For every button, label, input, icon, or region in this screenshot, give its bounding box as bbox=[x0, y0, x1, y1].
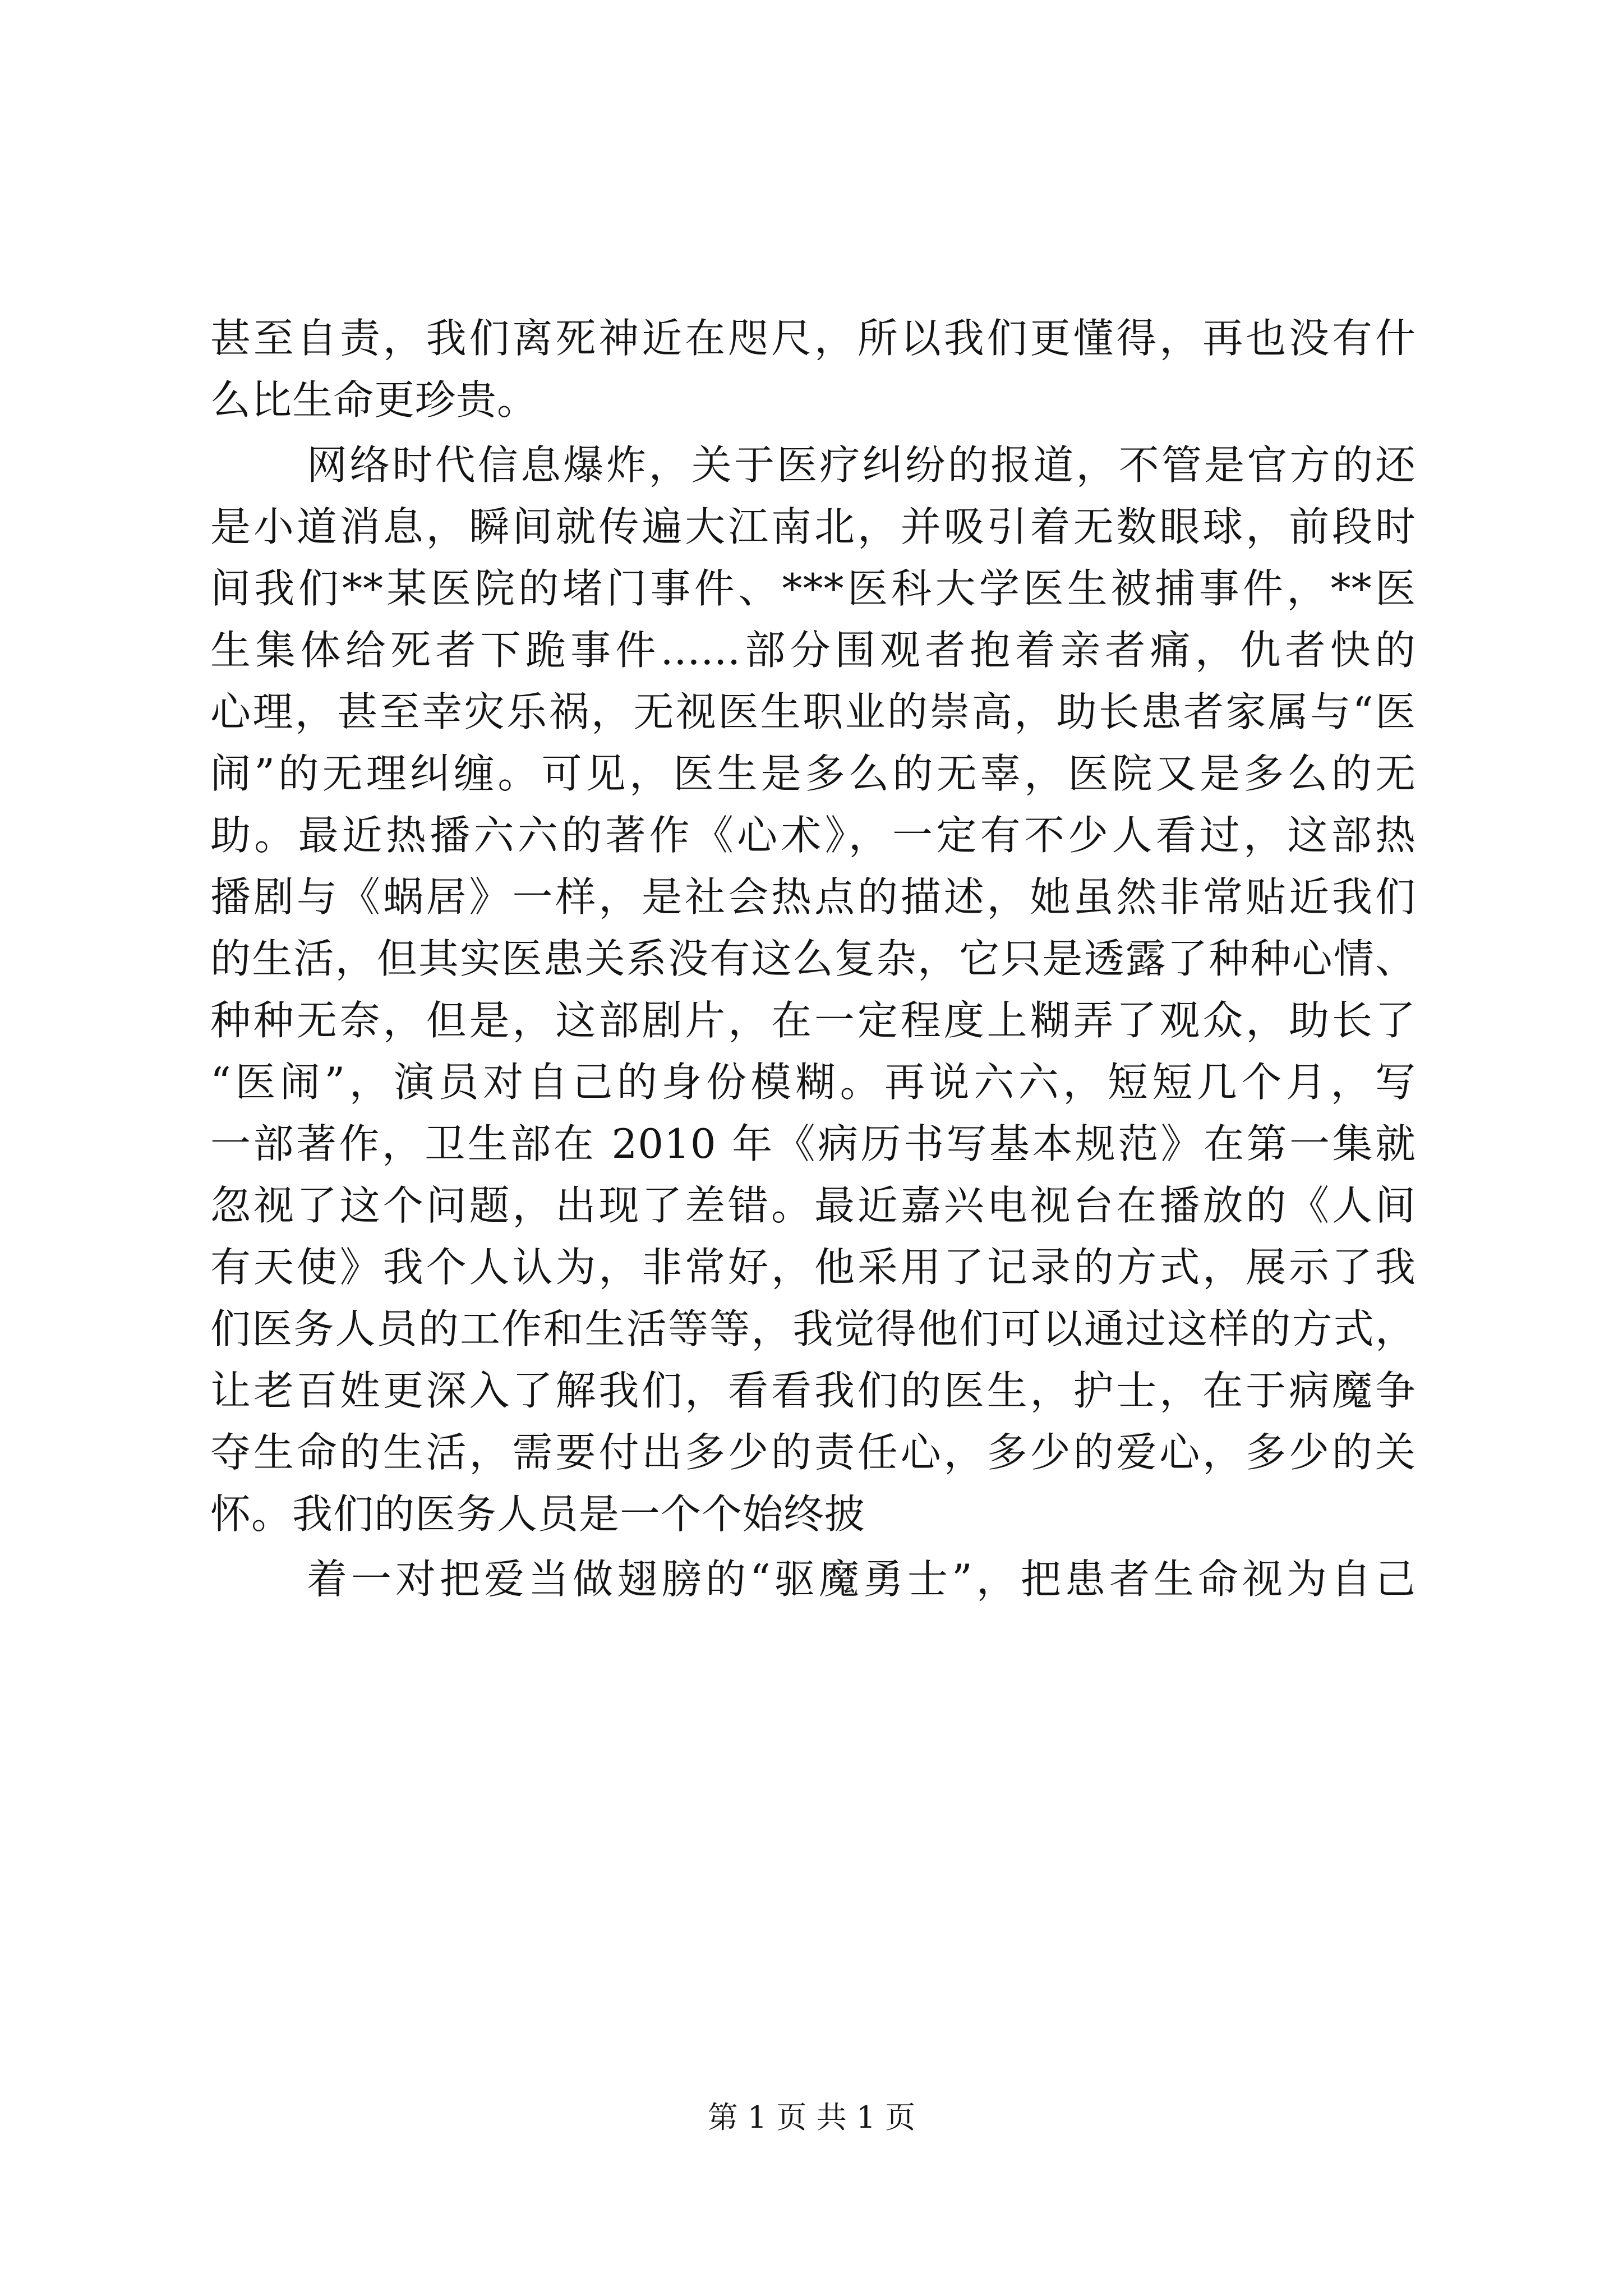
text-line: 们医务人员的工作和生活等等，我觉得他们可以通过这样的方式， bbox=[210, 1305, 1416, 1352]
page-footer: 第 1 页 共 1 页 bbox=[707, 2100, 916, 2135]
paragraph-start-line: 网络时代信息爆炸，关于医疗纠纷的报道，不管是官方的还 bbox=[307, 441, 1416, 489]
text-line: 种种无奈，但是，这部剧片，在一定程度上糊弄了观众，助长了 bbox=[210, 997, 1416, 1044]
text-line: 夺生命的生活，需要付出多少的责任心，多少的爱心，多少的关 bbox=[210, 1429, 1416, 1476]
text-line: 有天使》我个人认为，非常好，他采用了记录的方式，展示了我 bbox=[210, 1244, 1416, 1291]
text-line: 怀。我们的医务人员是一个个始终披 bbox=[210, 1490, 866, 1538]
text-line: 让老百姓更深入了解我们，看看我们的医生，护士，在于病魔争 bbox=[210, 1367, 1416, 1414]
text-line: “医闹”，演员对自己的身份模糊。再说六六，短短几个月，写 bbox=[210, 1059, 1416, 1106]
text-line: 是小道消息，瞬间就传遍大江南北，并吸引着无数眼球，前段时 bbox=[210, 503, 1416, 550]
text-line: 播剧与《蜗居》一样，是社会热点的描述，她虽然非常贴近我们 bbox=[210, 873, 1416, 921]
text-line: 么比生命更珍贵。 bbox=[210, 376, 538, 424]
text-line: 的生活，但其实医患关系没有这么复杂，它只是透露了种种心情、 bbox=[210, 935, 1416, 982]
paragraph-start-line: 着一对把爱当做翅膀的“驱魔勇士”，把患者生命视为自己 bbox=[307, 1556, 1416, 1603]
text-line: 一部著作，卫生部在 2010 年《病历书写基本规范》在第一集就 bbox=[210, 1120, 1416, 1167]
text-line: 间我们**某医院的堵门事件、***医科大学医生被捕事件，**医 bbox=[210, 565, 1416, 612]
text-line: 忽视了这个问题，出现了差错。最近嘉兴电视台在播放的《人间 bbox=[210, 1182, 1416, 1229]
text-line: 心理，甚至幸灾乐祸，无视医生职业的崇高，助长患者家属与“医 bbox=[210, 688, 1416, 735]
text-line: 闹”的无理纠缠。可见，医生是多么的无辜，医院又是多么的无 bbox=[210, 750, 1416, 797]
text-line: 生集体给死者下跪事件......部分围观者抱着亲者痛，仇者快的 bbox=[210, 627, 1416, 674]
text-line: 甚至自责，我们离死神近在咫尺，所以我们更懂得，再也没有什 bbox=[210, 315, 1416, 362]
text-line: 助。最近热播六六的著作《心术》，一定有不少人看过，这部热 bbox=[210, 812, 1416, 859]
